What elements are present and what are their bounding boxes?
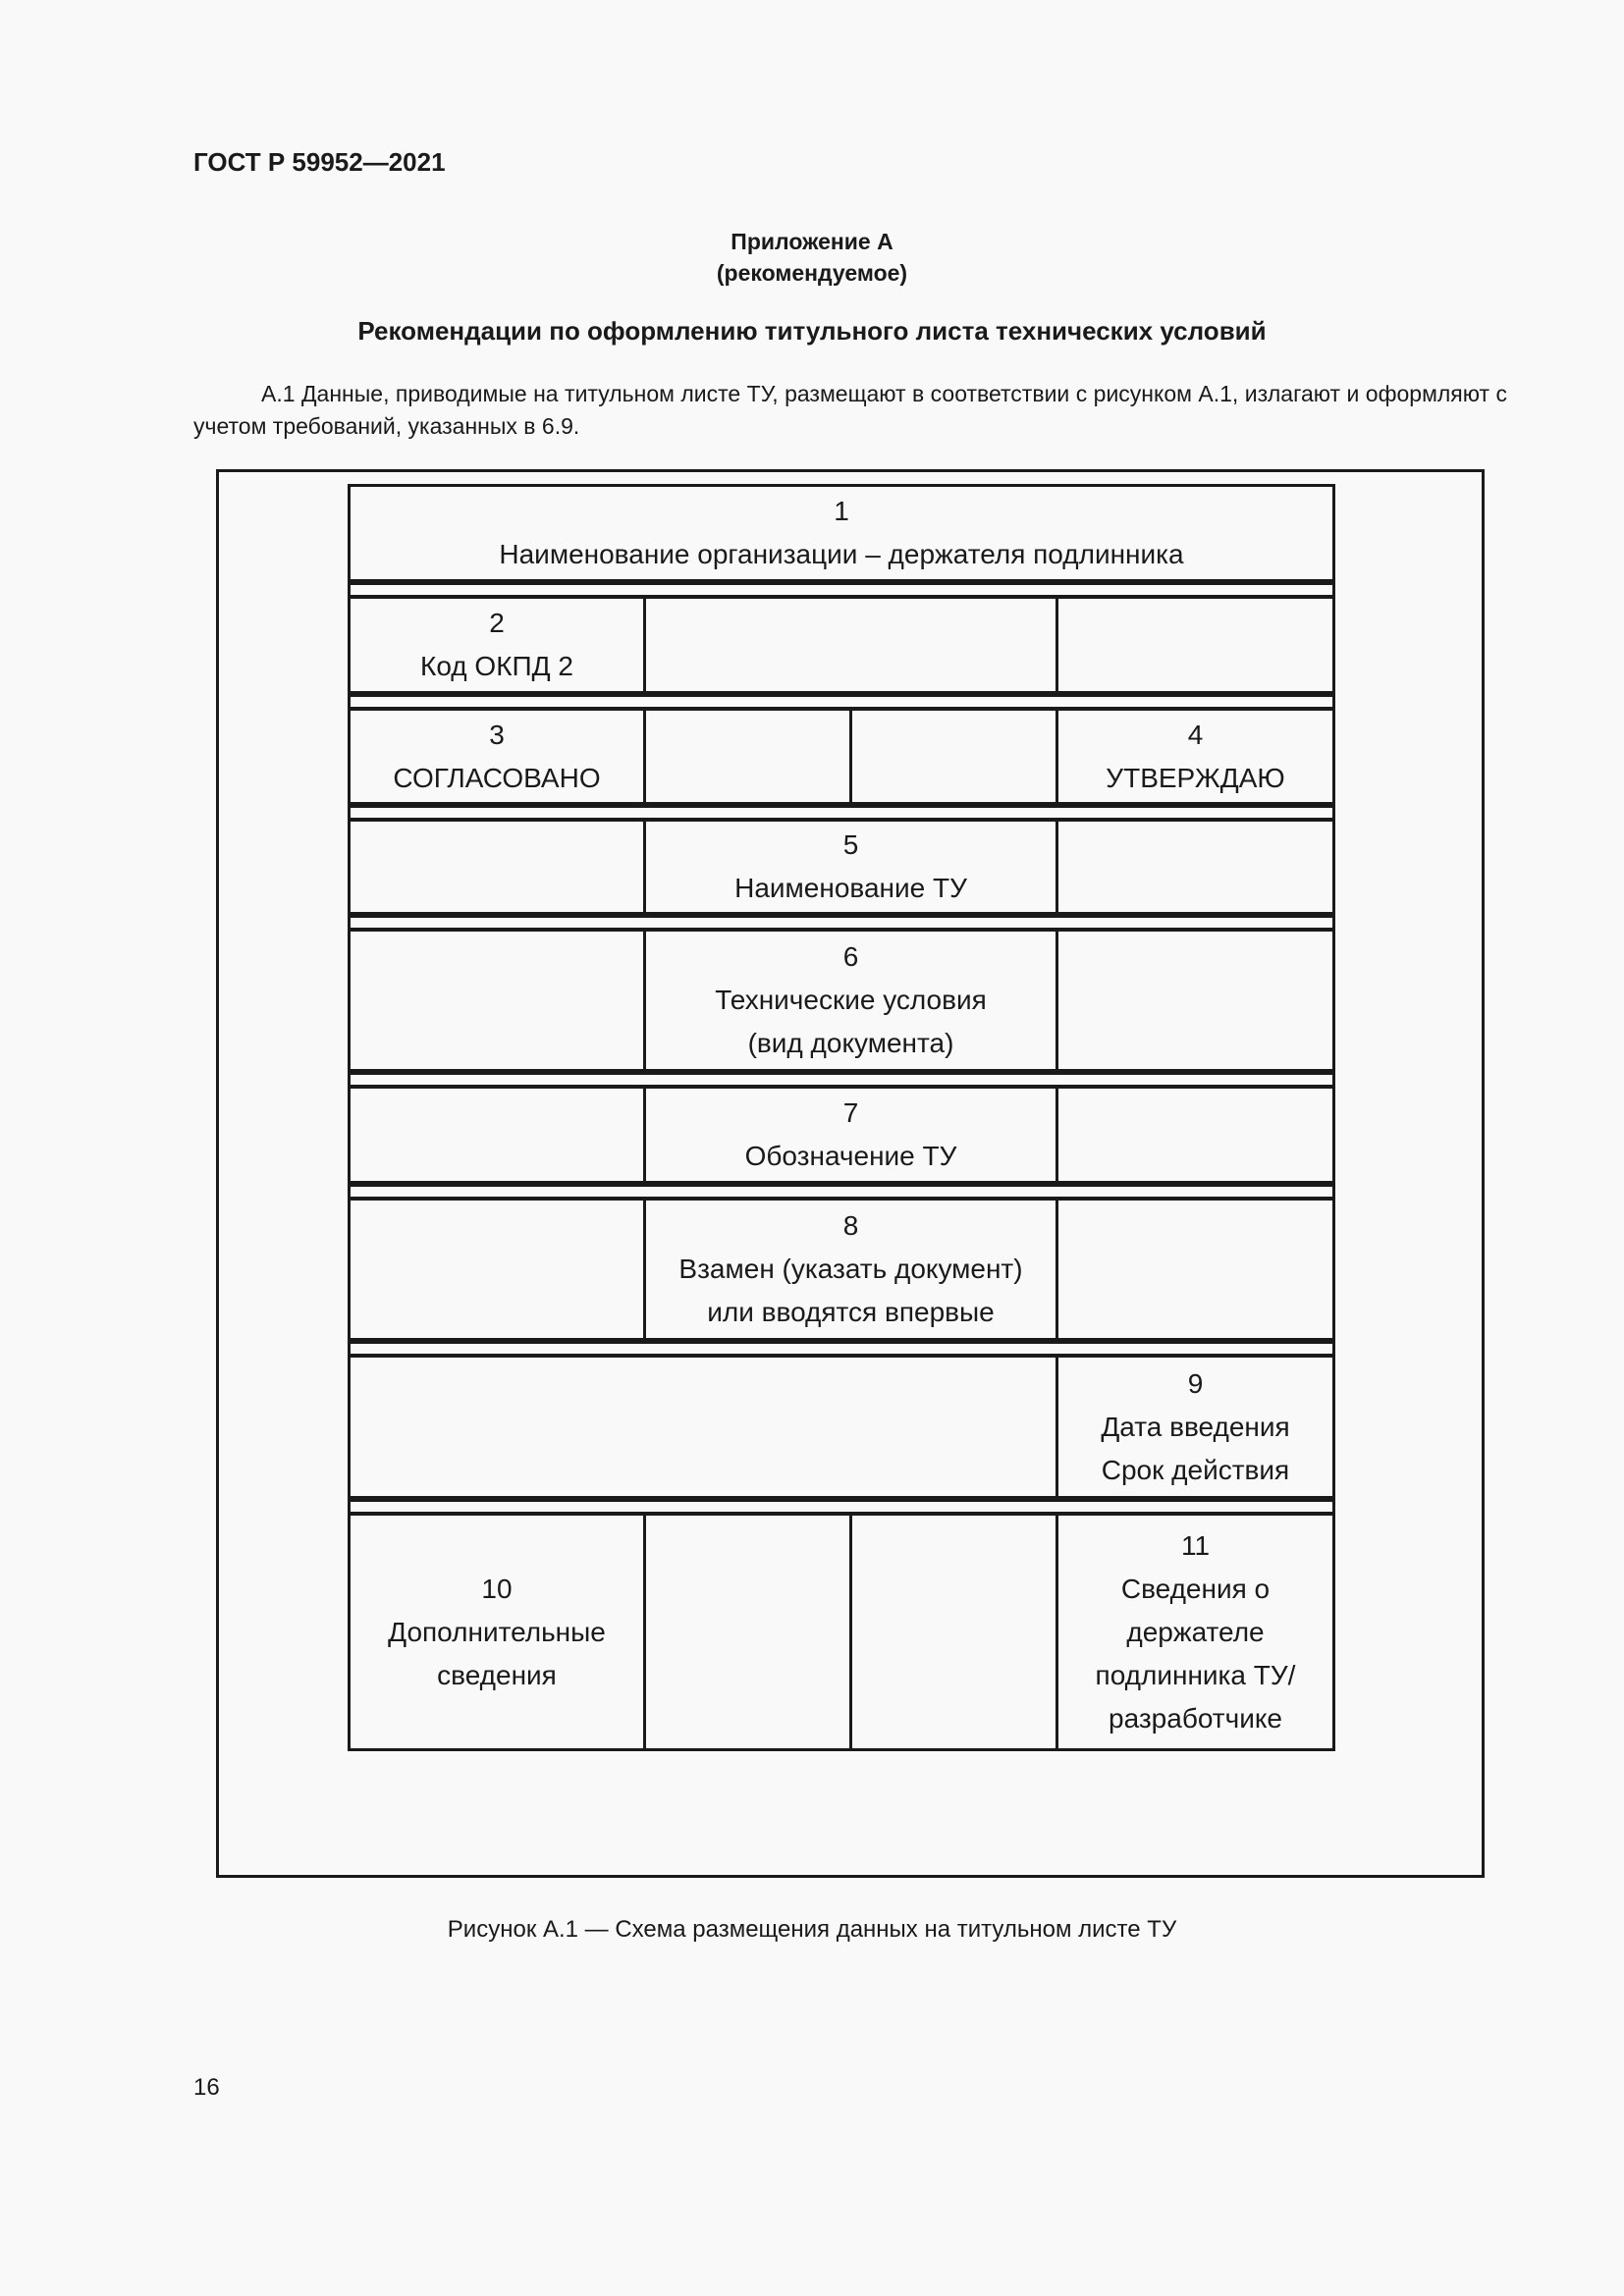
cell-11-line: подлинника ТУ/	[1095, 1659, 1296, 1690]
cell-8-line: Взамен (указать документ)	[678, 1254, 1023, 1284]
paragraph-a1: А.1 Данные, приводимые на титульном листе ТУ, размещают в соответствии с рисунком А.1, излагают и оформляют с учетом требований, указанных в 6.9.	[193, 381, 1507, 439]
cell-10-number: 10	[481, 1573, 513, 1604]
cell-1-line: Наименование организации – держателя подлинника	[499, 539, 1184, 569]
empty-cell	[1056, 596, 1335, 694]
cell-3	[348, 708, 646, 805]
empty-cell	[348, 1086, 646, 1184]
cell-5	[643, 819, 1058, 915]
cell-6-line: Технические условия	[715, 985, 987, 1015]
cell-10	[348, 1513, 646, 1751]
cell-5-line: Наименование ТУ	[734, 873, 967, 903]
cell-4-line: УТВЕРЖДАЮ	[1106, 762, 1285, 793]
cell-2	[348, 596, 646, 694]
cell-9-line: Дата введения	[1101, 1411, 1290, 1442]
empty-cell	[348, 1198, 646, 1341]
document-code: ГОСТ Р 59952—2021	[193, 147, 446, 177]
cell-3-line: СОГЛАСОВАНО	[393, 762, 601, 793]
page-number: 16	[193, 2074, 220, 2101]
cell-6-line: (вид документа)	[747, 1028, 954, 1058]
cell-1-number: 1	[834, 496, 849, 526]
empty-cell	[348, 819, 646, 915]
cell-1	[348, 484, 1335, 582]
empty-cell	[643, 708, 852, 805]
cell-5-number: 5	[842, 829, 859, 860]
empty-cell	[1056, 1086, 1335, 1184]
cell-7-number: 7	[842, 1097, 859, 1128]
empty-cell	[643, 596, 1058, 694]
cell-8	[643, 1198, 1058, 1341]
cell-3-number: 3	[489, 719, 505, 750]
cell-11-line: Сведения о	[1120, 1573, 1271, 1604]
cell-11	[1056, 1513, 1335, 1751]
cell-11-line: держателе	[1126, 1616, 1265, 1647]
appendix-heading	[0, 226, 1624, 289]
cell-9-line: Срок действия	[1101, 1454, 1290, 1485]
empty-cell	[348, 1355, 1058, 1499]
cell-4	[1056, 708, 1335, 805]
empty-cell	[849, 708, 1058, 805]
figure-caption: Рисунок А.1 — Схема размещения данных на титульном листе ТУ	[447, 1916, 1177, 1943]
cell-6	[643, 929, 1058, 1072]
cell-8-line: или вводятся впервые	[707, 1297, 995, 1327]
cell-7	[643, 1086, 1058, 1184]
empty-cell	[643, 1513, 852, 1751]
cell-10-line: сведения	[437, 1659, 557, 1690]
appendix-kind: (рекомендуемое)	[716, 260, 908, 286]
section-title: Рекомендации по оформлению титульного листа технических условий	[357, 316, 1267, 346]
cell-4-number: 4	[1187, 719, 1204, 750]
cell-8-number: 8	[842, 1210, 859, 1241]
appendix-title: Приложение А	[731, 229, 893, 254]
cell-10-line: Дополнительные	[388, 1616, 606, 1647]
cell-6-number: 6	[842, 941, 859, 972]
empty-cell	[1056, 929, 1335, 1072]
cell-2-number: 2	[489, 608, 505, 638]
cell-11-line: разработчике	[1109, 1702, 1282, 1734]
empty-cell	[348, 929, 646, 1072]
cell-11-number: 11	[1180, 1529, 1211, 1561]
cell-9	[1056, 1355, 1335, 1499]
empty-cell	[849, 1513, 1058, 1751]
cell-2-line: Код ОКПД 2	[420, 651, 573, 681]
cell-7-line: Обозначение ТУ	[744, 1141, 957, 1171]
empty-cell	[1056, 1198, 1335, 1341]
empty-cell	[1056, 819, 1335, 915]
cell-9-number: 9	[1187, 1367, 1204, 1399]
